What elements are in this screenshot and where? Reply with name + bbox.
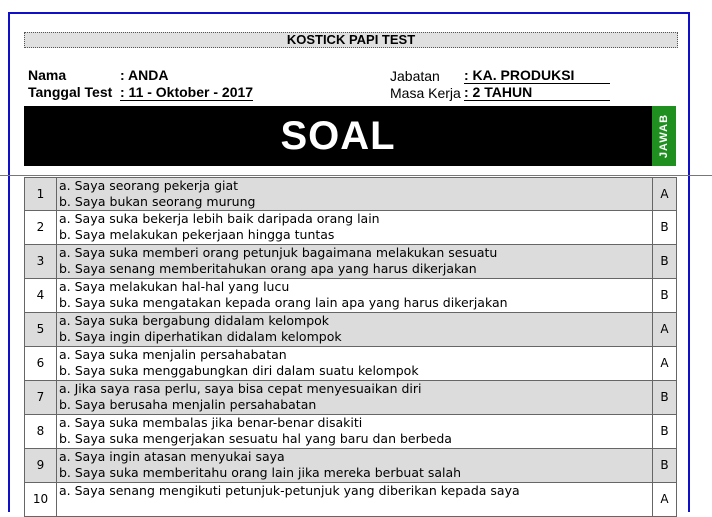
option-a[interactable]: a. Saya ingin atasan menyukai saya	[59, 449, 285, 464]
option-a[interactable]: a. Saya senang mengikuti petunjuk-petunjuk yang diberikan kepada saya	[59, 483, 520, 498]
option-a[interactable]: a. Saya suka bergabung didalam kelompok	[59, 313, 330, 328]
masa-kerja-value: : 2 TAHUN	[464, 84, 610, 101]
question-row	[24, 449, 677, 483]
question-number: 4	[25, 279, 57, 312]
question-number: 2	[25, 211, 57, 244]
tanggal-label: Tanggal Test	[28, 84, 113, 100]
answer-cell[interactable]: A	[652, 313, 676, 346]
option-b[interactable]: b. Saya bukan seorang murung	[59, 194, 256, 209]
question-options	[59, 245, 649, 277]
option-a[interactable]: a. Saya suka membalas jika benar-benar disakiti	[59, 415, 363, 430]
nama-value: : ANDA	[120, 67, 169, 83]
answer-cell[interactable]: A	[652, 347, 676, 380]
question-row	[24, 211, 677, 245]
option-b[interactable]: b. Saya berusaha menjalin persahabatan	[59, 397, 317, 412]
option-b[interactable]: b. Saya suka mengerjakan sesuatu hal yang baru dan berbeda	[59, 431, 452, 446]
question-number: 3	[25, 245, 57, 278]
question-options	[59, 279, 649, 311]
option-b[interactable]: b. Saya suka mengatakan kepada orang lain apa yang harus dikerjakan	[59, 295, 508, 310]
question-row	[24, 313, 677, 347]
question-number: 7	[25, 381, 57, 414]
form-title: KOSTICK PAPI TEST	[24, 32, 678, 48]
soal-header: SOAL	[24, 106, 652, 166]
question-row	[24, 381, 677, 415]
question-number: 8	[25, 415, 57, 448]
question-number: 9	[25, 449, 57, 482]
question-row	[24, 347, 677, 381]
question-options	[59, 483, 649, 499]
option-a[interactable]: a. Saya melakukan hal-hal yang lucu	[59, 279, 290, 294]
nama-label: Nama	[28, 67, 67, 83]
question-row	[24, 415, 677, 449]
option-b[interactable]: b. Saya melakukan pekerjaan hingga tuntas	[59, 227, 335, 242]
option-a[interactable]: a. Saya suka bekerja lebih baik daripada orang lain	[59, 211, 380, 226]
jawab-header	[652, 106, 676, 166]
question-number: 5	[25, 313, 57, 346]
divider-line	[0, 175, 712, 176]
question-number: 1	[25, 178, 57, 210]
option-a[interactable]: a. Saya suka menjalin persahabatan	[59, 347, 287, 362]
answer-cell[interactable]: B	[652, 279, 676, 312]
answer-cell[interactable]: A	[652, 178, 676, 210]
question-options	[59, 381, 649, 413]
answer-cell[interactable]: B	[652, 211, 676, 244]
option-b[interactable]: b. Saya suka menggabungkan diri dalam suatu kelompok	[59, 363, 419, 378]
question-row	[24, 483, 677, 517]
answer-cell[interactable]: B	[652, 415, 676, 448]
option-b[interactable]: b. Saya senang memberitahukan orang apa yang harus dikerjakan	[59, 261, 477, 276]
question-row	[24, 279, 677, 313]
option-a[interactable]: a. Jika saya rasa perlu, saya bisa cepat menyesuaikan diri	[59, 381, 422, 396]
question-table	[24, 177, 677, 517]
masa-kerja-label: Masa Kerja	[390, 85, 461, 101]
question-options	[59, 347, 649, 379]
answer-cell[interactable]: B	[652, 381, 676, 414]
question-options	[59, 415, 649, 447]
question-options	[59, 449, 649, 481]
option-b[interactable]: b. Saya suka memberitahu orang lain jika mereka berbuat salah	[59, 465, 462, 480]
jawab-label: JAWAB	[658, 113, 670, 159]
option-a[interactable]: a. Saya suka memberi orang petunjuk bagaimana melakukan sesuatu	[59, 245, 498, 260]
question-number: 10	[25, 483, 57, 516]
option-b[interactable]: b. Saya ingin diperhatikan didalam kelompok	[59, 329, 342, 344]
question-options	[59, 178, 649, 210]
question-options	[59, 211, 649, 243]
tanggal-value: : 11 - Oktober - 2017	[120, 84, 254, 100]
answer-cell[interactable]: B	[652, 449, 676, 482]
jabatan-value: : KA. PRODUKSI	[464, 67, 610, 84]
question-row	[24, 245, 677, 279]
jabatan-label: Jabatan	[390, 68, 440, 84]
question-row	[24, 177, 677, 211]
answer-cell[interactable]: B	[652, 245, 676, 278]
answer-cell[interactable]: A	[652, 483, 676, 516]
option-a[interactable]: a. Saya seorang pekerja giat	[59, 178, 239, 193]
question-number: 6	[25, 347, 57, 380]
question-options	[59, 313, 649, 345]
